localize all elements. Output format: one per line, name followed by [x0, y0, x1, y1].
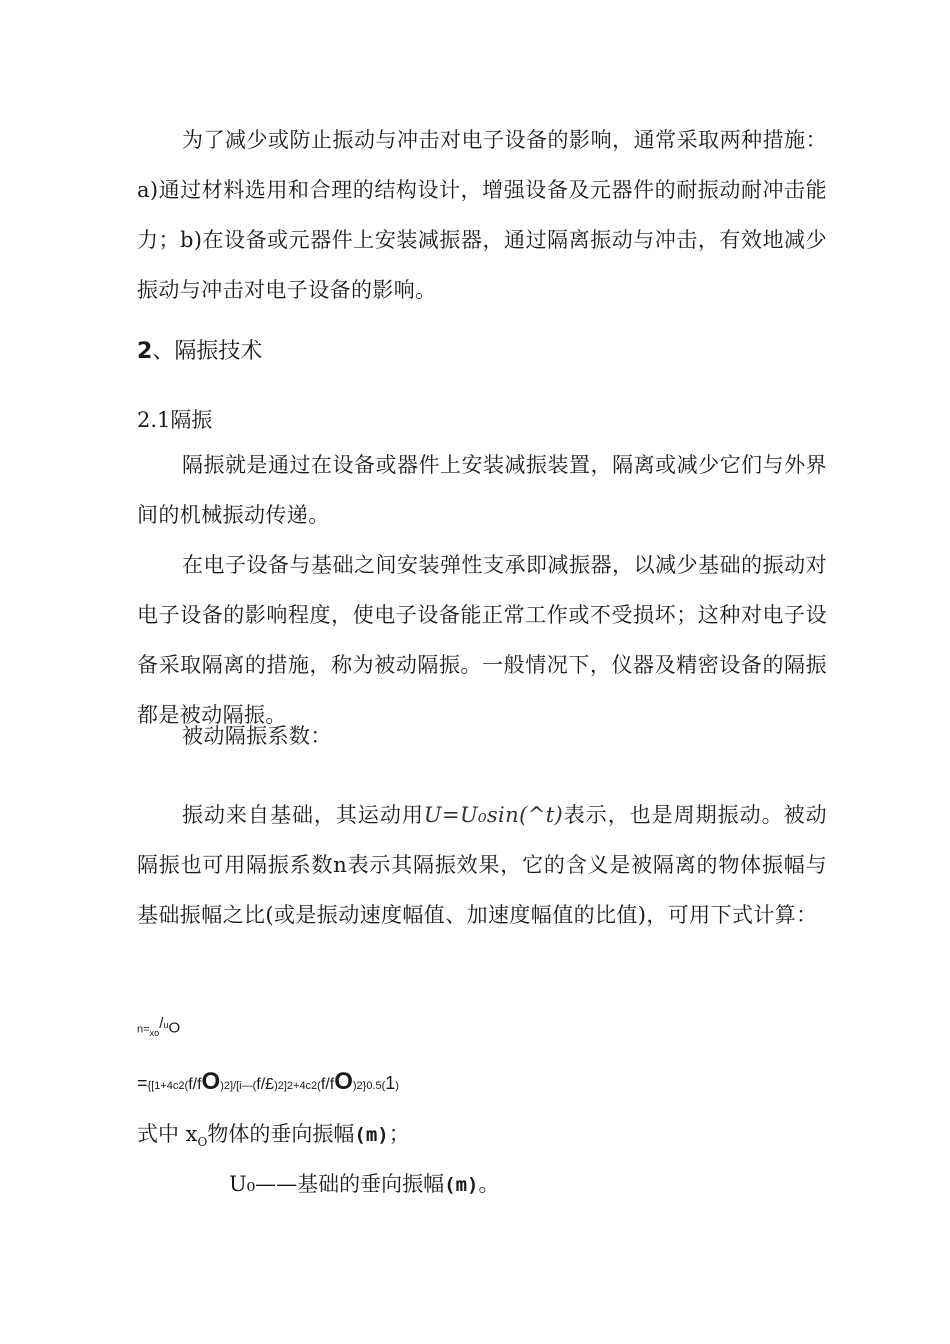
section-title: 、隔振技术 [152, 339, 263, 364]
definition-x0-punct: ； [388, 1122, 410, 1146]
formula-part-c: )2]2+4c2( [274, 1080, 321, 1092]
section-number: 2 [137, 339, 153, 364]
formula-part-a: {[1+4c2( [147, 1080, 189, 1092]
definition-x0-text: 物体的垂向振幅 [207, 1122, 355, 1146]
definition-x0 [137, 1118, 410, 1149]
formula-part-d: )2}0.5( [352, 1080, 386, 1092]
definition-u0-unit: (m) [444, 1174, 479, 1196]
definition-u0 [229, 1168, 499, 1198]
subsection-heading: 2.1隔振 [137, 408, 213, 432]
paragraph-intro: 为了减少或防止振动与冲击对电子设备的影响，通常采取两种措施：a)通过材料选用和合理的结构设计，增强设备及元器件的耐振动耐冲击能力；b)在设备或元器件上安装减振器，通过隔离振动与冲击，有效地减少振动与冲击对电子设备的影响。 [137, 128, 827, 302]
formula-x: x [149, 1027, 155, 1038]
formula-u-sub: O [168, 1019, 181, 1037]
explanation-rest: 表示，也是周期振动。被动隔振也可用隔振系数n表示其隔振效果，它的含义是被隔离的物体振幅与基础振幅之比(或是振动速度幅值、加速度幅值的比值)，可用下式计算： [137, 803, 827, 927]
formula-o2: O [334, 1068, 353, 1095]
paragraph-coefficient-label: 被动隔振系数： [182, 724, 332, 748]
formula-u: u [163, 1020, 169, 1030]
formula-f1: f/f [188, 1076, 202, 1093]
definition-x0-label: 式中 x [137, 1122, 198, 1146]
explanation-start: 振动来自基础，其运动用 [182, 803, 424, 827]
definition-u0-text: U₀——基础的垂向振幅 [229, 1172, 445, 1196]
formula-close: ) [395, 1080, 399, 1092]
formula-f2: f/£ [256, 1076, 275, 1093]
definition-u0-punct: 。 [478, 1172, 500, 1196]
formula-main [137, 1068, 399, 1096]
paragraph-passive-isolation: 在电子设备与基础之间安装弹性支承即减振器，以减少基础的振动对电子设备的影响程度，使电子设备能正常工作或不受损坏；这种对电子设备采取隔离的措施，称为被动隔振。一般情况下，仪器及精密设备的隔振都是被动隔振。 [137, 553, 827, 727]
formula-number: 1 [385, 1073, 396, 1093]
definition-x0-sub: O [197, 1135, 208, 1150]
definition-x0-unit: (m) [354, 1124, 389, 1146]
paragraph-coefficient-explanation [137, 790, 827, 940]
formula-slash: / [159, 1015, 164, 1032]
formula-n: n= [137, 1023, 150, 1036]
formula-ratio [137, 1015, 180, 1038]
section-heading [137, 334, 262, 365]
paragraph-isolation-definition: 隔振就是通过在设备或器件上安装减振装置，隔离或减少它们与外界间的机械振动传递。 [137, 453, 827, 527]
formula-x-sub: o [154, 1027, 160, 1038]
formula-part-b: )2]/[i—( [220, 1080, 257, 1092]
formula-o1: O [201, 1068, 221, 1095]
formula-f3: f/f [320, 1076, 335, 1093]
formula-equals: = [137, 1073, 148, 1093]
motion-formula: U=U₀sin(^t) [423, 803, 564, 827]
